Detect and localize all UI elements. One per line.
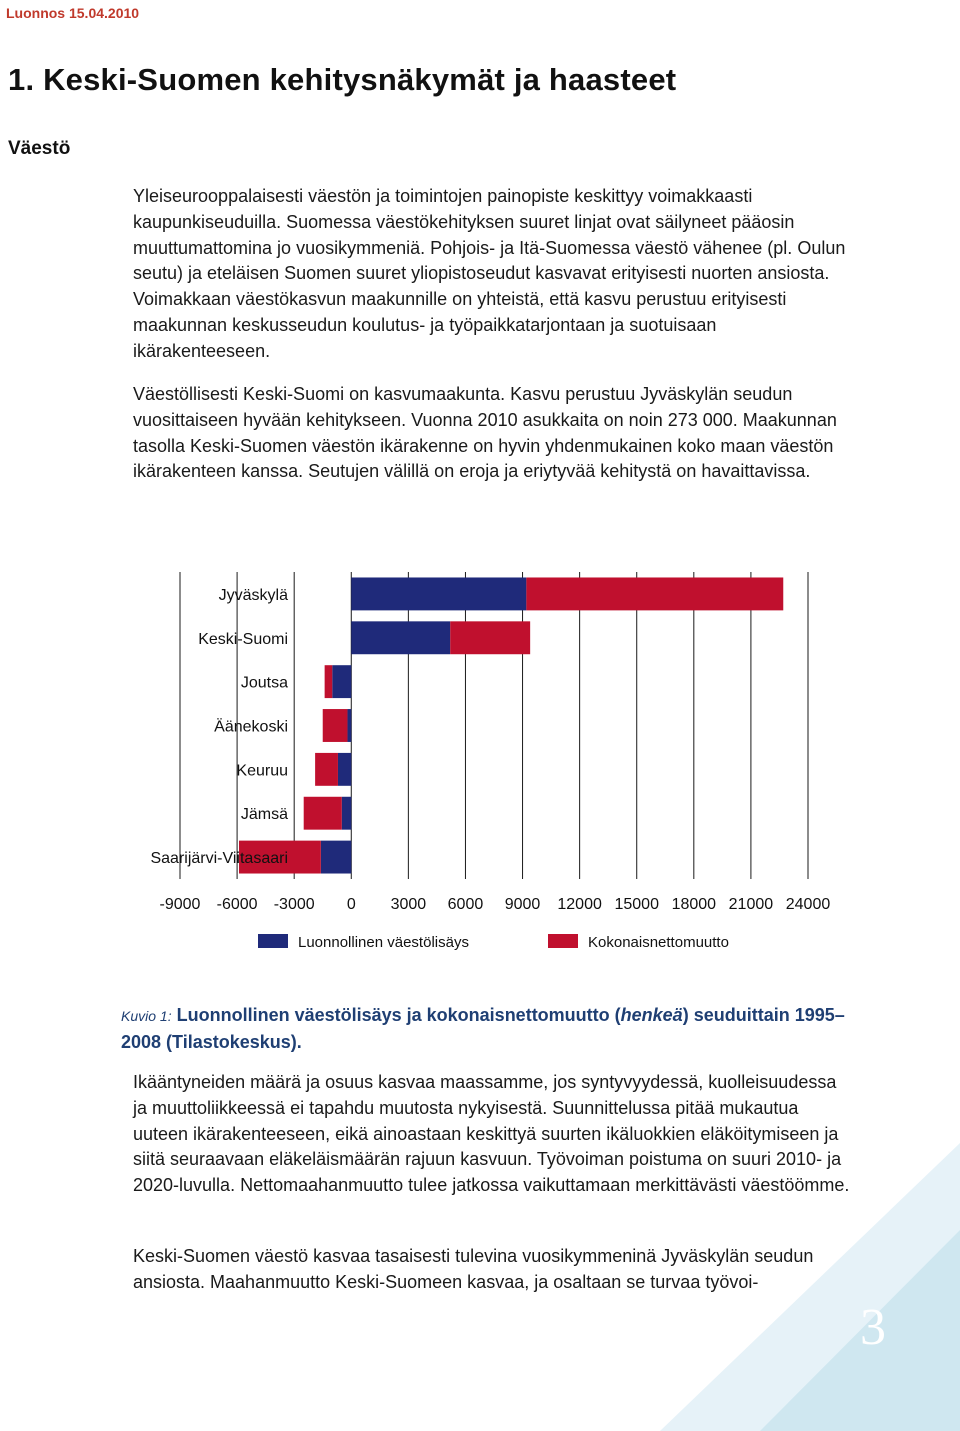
x-tick-label: 24000 [785,896,831,913]
x-tick-label: 12000 [557,896,602,913]
category-label: Saarijärvi-Viitasaari [150,850,288,868]
bar-netmigration-5 [304,797,342,830]
caption-emphasis: henkeä [620,1005,683,1025]
category-label: Keski-Suomi [198,630,288,648]
bar-natural-2 [332,665,351,698]
legend-label-0: Luonnollinen väestölisäys [298,934,469,951]
x-tick-label: 0 [346,896,356,913]
bar-netmigration-2 [325,665,333,698]
x-tick-label: -3000 [273,896,315,913]
x-tick-label: 21000 [728,896,774,913]
bar-natural-1 [351,621,450,654]
caption-lead: Kuvio 1: [121,1008,172,1024]
category-label: Keuruu [236,762,288,780]
category-label: Joutsa [240,674,288,692]
caption-text-after: ) seuduittain 1995–2008 (Tilastokeskus). [121,1005,845,1052]
bar-natural-4 [338,753,351,786]
caption-text-before: Luonnollinen väestölisäys ja kokonaisnettomuutto ( [171,1005,621,1025]
x-tick-label: 15000 [614,896,659,913]
x-tick-label: 18000 [671,896,717,913]
section-heading: Väestö [8,138,71,159]
x-tick-label: 6000 [447,896,484,913]
legend-swatch-0 [258,934,288,948]
legend-label-1: Kokonaisnettomuutto [588,934,729,951]
paragraph-1: Yleiseurooppalaisesti väestön ja toimintojen painopiste keskittyy voimakkaasti kaupunkiseuduilla. Suomessa väestökehityksen suuret linjat ovat säilyneet pääosin muuttumattomina jo vuosikymmeniä. Pohjois- ja Itä-Suomessa väestö vähenee (pl. Oulun seutu) ja eteläisen Suomen suuret yliopistoseudut kasvavat erityisesti nuorten ansiosta. Voimakkaan väestökasvun maakunnille on yhteistä, että kasvu perustuu erityisesti maakunnan keskusseudun koulutus- ja työpaikkatarjontaan ja suotuisaan ikärakenteeseen. [133,186,846,361]
bar-natural-0 [351,577,526,610]
bar-netmigration-3 [323,709,348,742]
category-label: Jämsä [240,806,288,824]
bar-netmigration-4 [315,753,338,786]
category-label: Äänekoski [214,718,288,736]
paragraph-2: Väestöllisesti Keski-Suomi on kasvumaakunta. Kasvu perustuu Jyväskylän seudun vuosittaiseen hyvään kehitykseen. Vuonna 2010 asukkaita on noin 273 000. Maakunnan tasolla Keski-Suomen väestön ikärakenne on hyvin yhdenmukainen koko maan väestön ikärakenteen kanssa. Seutujen välillä on eroja ja eriytyvää kehitystä on havaittavissa. [133,384,837,482]
paragraph-4: Keski-Suomen väestö kasvaa tasaisesti tulevina vuosikymmeninä Jyväskylän seudun ansiosta. Maahanmuutto Keski-Suomeen kasvaa, ja osaltaan se turvaa työvoi- [133,1246,814,1292]
chart-svg [133,527,860,980]
category-label: Jyväskylä [218,586,288,604]
page-number: 3 [860,1299,886,1356]
bar-natural-5 [342,797,352,830]
x-tick-label: -6000 [216,896,258,913]
figure-caption [121,1002,881,1055]
legend-swatch-1 [548,934,578,948]
bar-netmigration-1 [450,621,530,654]
x-tick-label: 9000 [504,896,541,913]
bar-natural-3 [347,709,351,742]
x-tick-label: 3000 [390,896,427,913]
paragraph-3: Ikääntyneiden määrä ja osuus kasvaa maassamme, jos syntyvyydessä, kuolleisuudessa ja muuttoliikkeessä ei tapahdu muutosta nykyisestä. Suunnittelussa pitää mukautua uuteen ikärakenteeseen, eikä ainoastaan keskittyä suurten ikäluokkien eläköitymiseen ja siitä seuraavaan eläkeläismäärän rajuun kasvuun. Työvoiman poistuma on suuri 2010- ja 2020-luvulla. Nettomaahanmuutto tulee jatkossa vaikuttamaan merkittävästi väestöömme. [133,1072,850,1196]
population-chart [133,527,860,980]
x-tick-label: -9000 [159,896,201,913]
page-title: 1. Keski-Suomen kehitysnäkymät ja haasteet [8,62,677,97]
draft-stamp: Luonnos 15.04.2010 [6,5,140,21]
bar-natural-6 [321,841,351,874]
bar-netmigration-0 [526,577,783,610]
